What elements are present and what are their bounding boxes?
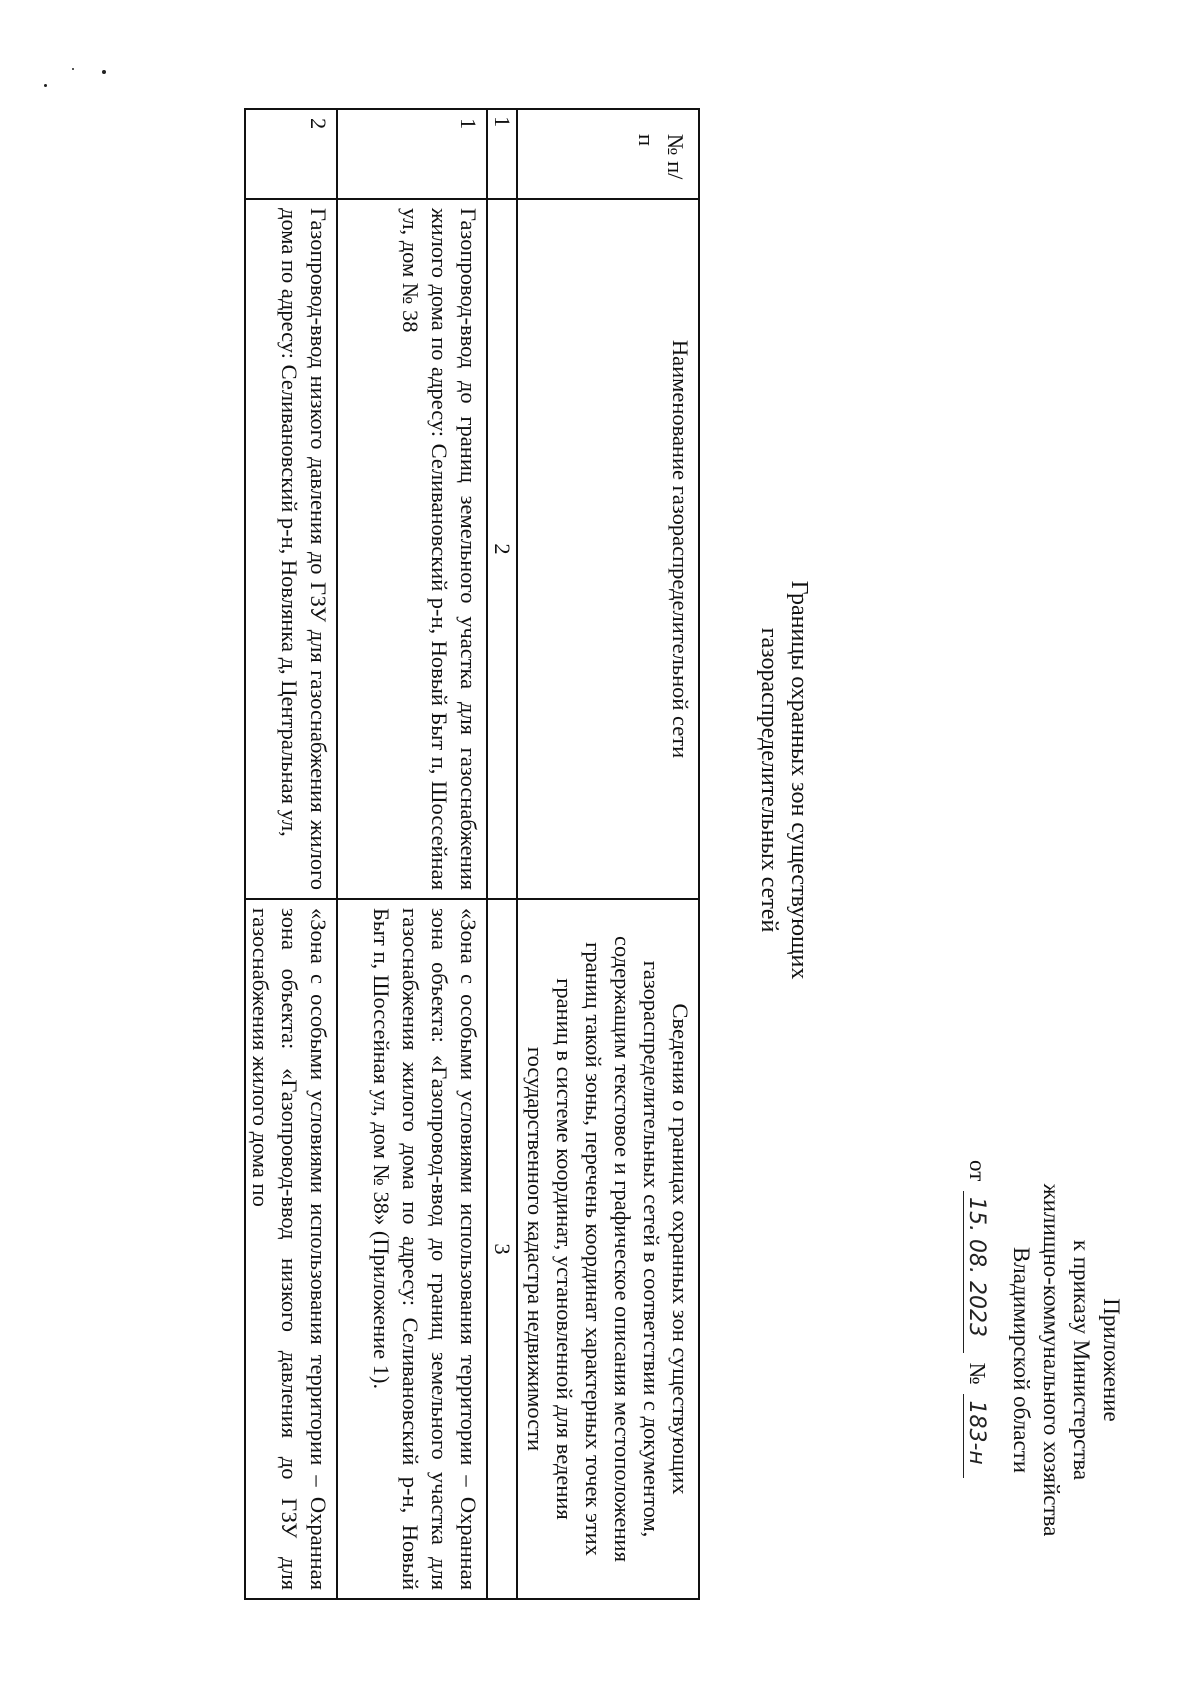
row-number: 2: [245, 109, 337, 199]
row-number: 1: [337, 109, 487, 199]
index-cell: 2: [487, 199, 517, 899]
index-cell: 3: [487, 899, 517, 1599]
table-row: [245, 109, 337, 1599]
header-network-name: Наименование газораспределительной сети: [517, 199, 699, 899]
appendix-line: жилищно-коммунального хозяйства: [1039, 1183, 1064, 1537]
appendix-line: Владимирской области: [1009, 1246, 1034, 1474]
number-prefix: №: [965, 1362, 990, 1385]
row-zone-info: «Зона с особыми условиями использования территории – Охранная зона объекта: «Газопровод-ввод низкого давления до ГЗУ для газоснабжения жилого дома по: [245, 899, 337, 1599]
table-header-row: [517, 109, 699, 1599]
appendix-line: к приказу Министерства: [1069, 1239, 1094, 1481]
table-index-row: [487, 109, 517, 1599]
zones-table: [244, 108, 700, 1600]
appendix-block: [962, 1080, 1126, 1640]
handwritten-number: 183-н: [963, 1394, 988, 1478]
row-network-name: Газопровод-ввод низкого давления до ГЗУ для газоснабжения жилого дома по адресу: Селивановский р-н, Новлянка д, Центральная ул,: [245, 199, 337, 899]
header-number: № п/п: [517, 109, 699, 199]
title-line: газораспределительных сетей: [756, 627, 782, 933]
table-row: [337, 109, 487, 1599]
header-zone-info: Сведения о границах охранных зон существующих газораспределительных сетей в соответствии с документом, содержащим текстовое и графическое описания местоположения границ такой зоны, перечень координат характерных точек этих границ в системе координат, установленной для ведения государственного кадастра недвижимости: [517, 899, 699, 1599]
row-network-name: Газопровод-ввод до границ земельного участка для газоснабжения жилого дома по адресу: Селивановский р-н, Новый Быт п, Шоссейная ул, дом № 38: [337, 199, 487, 899]
handwritten-date: 15. 08. 2023: [963, 1191, 988, 1353]
order-date-line: [962, 1080, 992, 1640]
row-zone-info: «Зона с особыми условиями использования территории – Охранная зона объекта: «Газопровод-ввод до границ земельного участка для газоснабжения жилого дома по адресу: Селивановский р-н, Новый Быт п, Шоссейная ул, дом № 38» (Приложение 1).: [337, 899, 487, 1599]
index-cell: 1: [487, 109, 517, 199]
date-prefix: от: [965, 1160, 990, 1182]
title-line: Границы охранных зон существующих: [786, 580, 812, 980]
document-title: [754, 520, 814, 1040]
appendix-line: Приложение: [1099, 1298, 1124, 1422]
